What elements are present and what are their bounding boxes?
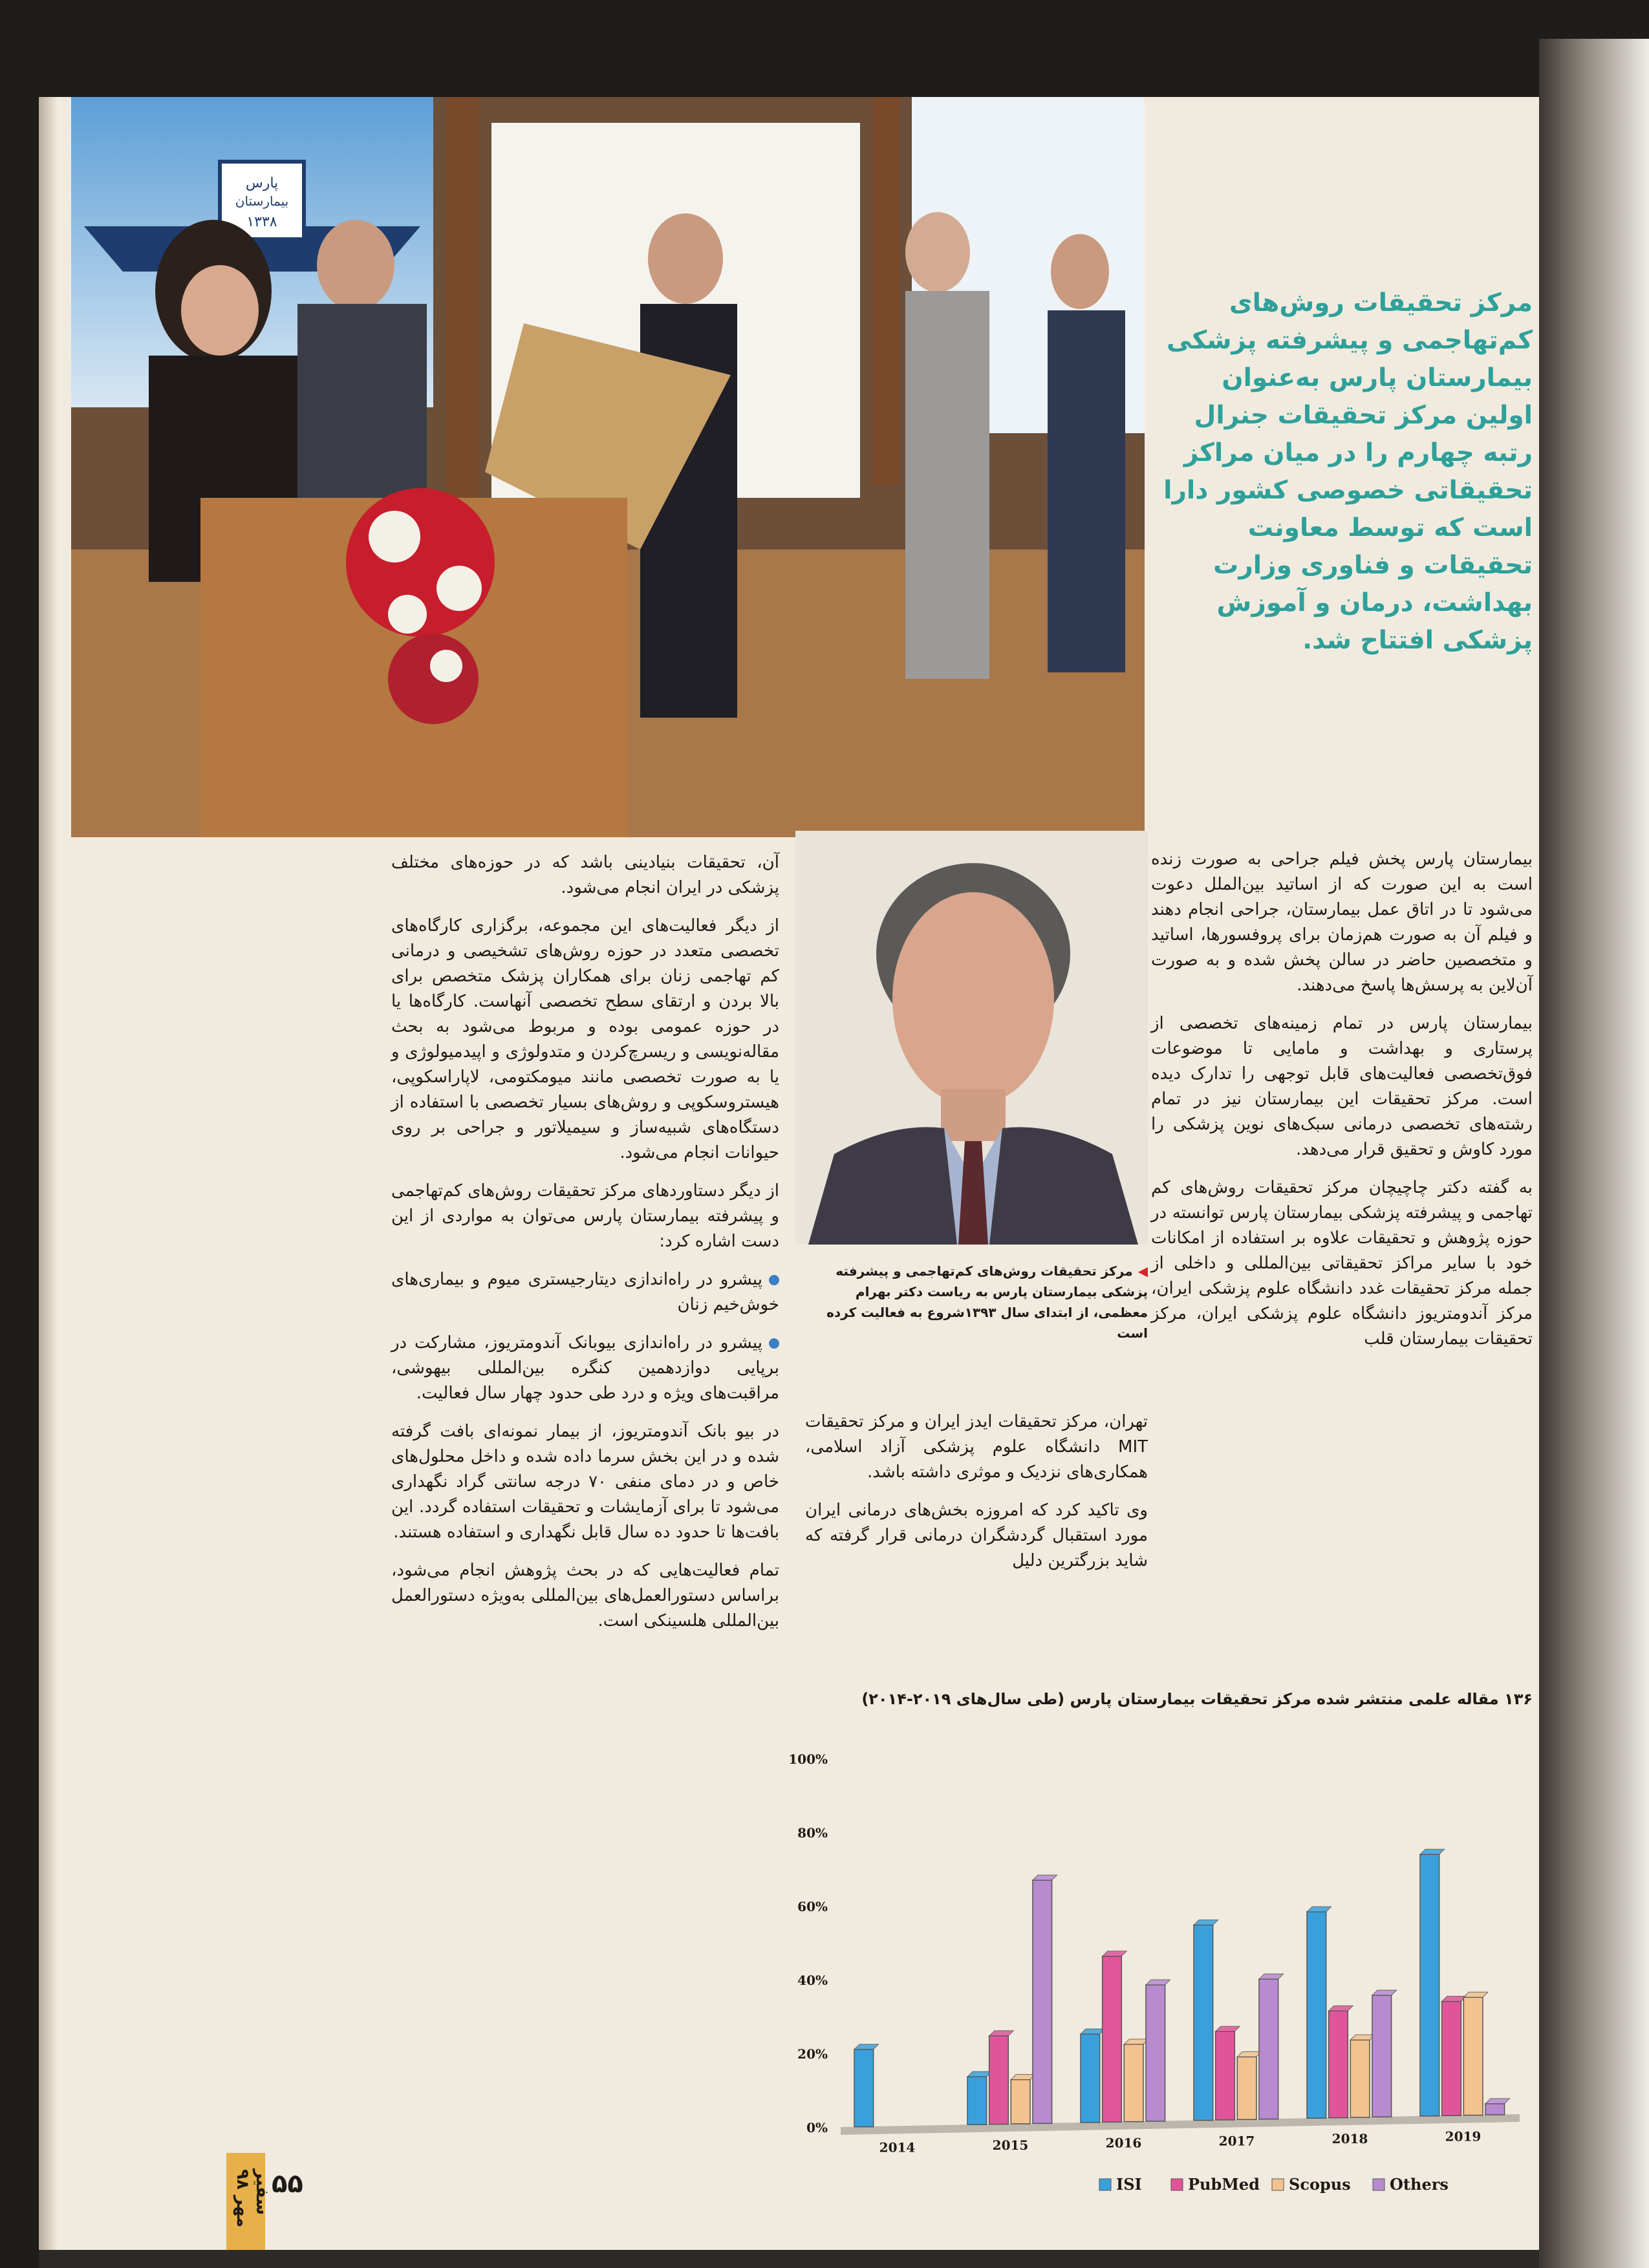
- bar-scopus-2017: [1237, 2057, 1256, 2119]
- left-paragraph-2: از دیگر فعالیت‌های این مجموعه، برگزاری کارگاه‌های تخصصی متعدد در حوزه روش‌های تشخیصی و درمانی کم تهاجمی زنان برای همکاران پزشک متخصص برای بالا بردن و ارتقای سطح تخصصی آنهاست. کارگاه‌ها یا در حوزه عمومی بوده و مربوط می‌شود به بحث مقاله‌نویسی و ریسرچ‌کردن و متدولوژی و اپیدمیولوژی و یا به صورت تخصصی مانند میومکتومی، لاپاراسکوپی، هیستروسکوپی و روش‌های بسیار تخصصی با استفاده از دستگاه‌های شبیه‌ساز و سیمیلاتور و جراحی بر روی حیوانات انجام می‌شود.: [391, 916, 779, 1162]
- right-paragraph-3: به گفته دکتر چاچیچان مرکز تحقیقات روش‌های کم تهاجمی و پیشرفته پزشکی بیمارستان پارس توانسته در حوزه پژوهش و تحقیقات علاوه بر استفاده از امکانات خود با سایر مراکز تحقیقاتی بین‌المللی و داخلی از جمله مرکز تحقیقات غدد دانشگاه علوم پزشکی ایران، مرکز آندومتریوز دانشگاه علوم پزشکی ایران، مرکز تحقیقات بیمارستان قلب: [1151, 1178, 1533, 1349]
- banner-text-3: ۱۳۳۸: [246, 214, 277, 230]
- middle-column: [805, 1409, 1148, 1587]
- bar-top-pubmed-2016: [1103, 1951, 1127, 1956]
- bar-pubmed-2015: [989, 2036, 1009, 2124]
- left-paragraph-1: آن، تحقیقات بنیادینی باشد که در حوزه‌های مختلف پزشکی در ایران انجام می‌شود.: [391, 853, 779, 897]
- ceremony-photo: [71, 97, 1145, 837]
- bar-top-scopus-2019: [1463, 1992, 1488, 1997]
- left-paragraph-3: از دیگر دستاوردهای مرکز تحقیقات روش‌های کم‌تهاجمی و پیشرفته بیمارستان پارس می‌توان به مواردی از این دست اشاره کرد:: [391, 1181, 779, 1251]
- legend-label-scopus: Scopus: [1289, 2175, 1351, 2194]
- bar-others-2018: [1372, 1995, 1392, 2117]
- bar-top-isi-2019: [1420, 1849, 1445, 1854]
- legend-swatch-isi: [1099, 2179, 1111, 2190]
- bar-isi-2017: [1194, 1925, 1213, 2121]
- magazine-page: [39, 97, 1539, 2250]
- middle-paragraph-1: تهران، مرکز تحقیقات ایدز ایران و مرکز تحقیقات MIT دانشگاه علوم پزشکی آزاد اسلامی، همکاری‌های نزدیک و موثری داشته باشد.: [805, 1412, 1148, 1482]
- bar-top-others-2017: [1259, 1974, 1284, 1979]
- y-tick-label: 40%: [797, 1973, 828, 1988]
- legend-label-isi: ISI: [1116, 2175, 1142, 2194]
- y-tick-label: 60%: [797, 1899, 828, 1914]
- legend-swatch-scopus: [1272, 2179, 1284, 2190]
- chart-floor: [841, 2114, 1520, 2135]
- scan-top-border: [0, 0, 1649, 97]
- bullet-text-1: پیشرو در راه‌اندازی دیتارجیستری میوم و بیماری‌های خوش‌خیم زنان: [391, 1270, 779, 1314]
- headline-callout: مرکز تحقیقات روش‌های کم‌تهاجمی و پیشرفته پزشکی بیمارستان پارس به‌عنوان اولین مرکز تحقیقات جنرال رتبه چهارم را در میان مراکز تحقیقاتی خصوصی کشور دارا است که توسط معاونت تحقیقات و فناوری وزارت بهداشت، درمان و آموزش پزشکی افتتاح شد.: [1163, 288, 1533, 655]
- bar-top-others-2018: [1372, 1990, 1397, 1995]
- bullet-icon: [769, 1338, 779, 1349]
- page-edge-shadow: [1539, 39, 1649, 2268]
- portrait-photo: [795, 831, 1148, 1245]
- page-spine: [39, 97, 57, 2250]
- publications-chart: [763, 1739, 1539, 2205]
- x-tick-label: 2016: [1105, 2135, 1142, 2151]
- bar-top-others-2019: [1485, 2099, 1510, 2104]
- banner-text-1: پارس: [245, 175, 279, 191]
- chart-title: ۱۳۶ مقاله علمی منتشر شده مرکز تحقیقات بیمارستان پارس (طی سال‌های ۲۰۱۹-۲۰۱۴): [861, 1690, 1533, 1708]
- right-column: [1151, 847, 1533, 1365]
- bar-top-isi-2017: [1194, 1920, 1218, 1925]
- bar-others-2016: [1146, 1985, 1165, 2121]
- x-tick-label: 2015: [992, 2137, 1029, 2153]
- bar-top-pubmed-2019: [1442, 1996, 1467, 2002]
- bar-scopus-2016: [1124, 2044, 1143, 2122]
- bar-top-isi-2016: [1081, 2029, 1105, 2034]
- y-tick-label: 0%: [806, 2120, 828, 2135]
- bar-top-isi-2015: [967, 2071, 992, 2077]
- legend-label-others: Others: [1390, 2175, 1449, 2194]
- bar-top-pubmed-2015: [989, 2031, 1014, 2036]
- bar-top-scopus-2017: [1237, 2051, 1262, 2057]
- bar-isi-2018: [1307, 1912, 1326, 2118]
- x-tick-label: 2018: [1331, 2131, 1368, 2146]
- y-tick-label: 80%: [797, 1825, 828, 1841]
- bar-top-scopus-2015: [1011, 2075, 1035, 2080]
- caption-marker-icon: ◀: [1137, 1263, 1148, 1279]
- left-closing-2: تمام فعالیت‌هایی که در بحث پژوهش انجام می‌شود، براساس دستورالعمل‌های بین‌المللی به‌ویژه دستورالعمل بین‌المللی هلسینکی است.: [391, 1561, 779, 1631]
- bar-top-others-2016: [1146, 1980, 1170, 1985]
- legend-swatch-pubmed: [1171, 2179, 1183, 2190]
- portrait-caption: [799, 1261, 1148, 1343]
- bar-isi-2014: [854, 2049, 874, 2127]
- bar-others-2019: [1485, 2104, 1505, 2115]
- bar-top-pubmed-2017: [1216, 2026, 1240, 2031]
- legend-label-pubmed: PubMed: [1188, 2175, 1260, 2194]
- middle-paragraph-2: وی تاکید کرد که امروزه بخش‌های درمانی ایران مورد استقبال گردشگران درمانی قرار گرفته که شاید بزرگترین دلیل: [805, 1501, 1148, 1570]
- bar-isi-2019: [1420, 1854, 1439, 2116]
- right-paragraph-2: بیمارستان پارس در تمام زمینه‌های تخصصی از پرستاری و بهداشت و مامایی تا موضوعات فوق‌تخصصی فعالیت‌های قابل توجهی را تدارک دیده است. مرکز تحقیقات این بیمارستان نیز در تمام رشته‌های تخصصی درمانی سبک‌های نوین پزشکی را مورد کاوش و تحقیق قرار می‌دهد.: [1151, 1014, 1533, 1159]
- bullet-text-2: پیشرو در راه‌اندازی بیوبانک آندومتریوز، مشارکت در برپایی دوازدهمین کنگره بین‌المللی بیهوشی، مراقبت‌های ویژه و درد طی حدود چهار سال فعالیت.: [391, 1333, 779, 1403]
- bar-scopus-2018: [1350, 2040, 1370, 2117]
- x-tick-label: 2019: [1445, 2128, 1482, 2145]
- scan-left-border: [0, 0, 39, 2268]
- bar-isi-2016: [1081, 2034, 1100, 2123]
- bar-scopus-2019: [1463, 1997, 1483, 2115]
- bar-top-scopus-2016: [1124, 2039, 1148, 2044]
- bar-top-isi-2014: [854, 2044, 879, 2049]
- bar-top-isi-2018: [1307, 1907, 1331, 1912]
- bar-pubmed-2017: [1216, 2031, 1235, 2120]
- x-tick-label: 2014: [879, 2139, 916, 2156]
- left-closing-1: در بیو بانک آندومتریوز، از بیمار نمونه‌ای بافت گرفته شده و در این بخش سرما داده شده و داخل محلول‌های خاص و در دمای منفی ۷۰ درجه سانتی گراد نگهداری می‌شود تا برای آزمایشات و تحقیقات استفاده گردد. این بافت‌ها تا حدود ده سال قابل نگهداری و استفاده هستند.: [391, 1422, 779, 1542]
- x-tick-label: 2017: [1218, 2133, 1255, 2149]
- caption-text: مرکز تحقیقات روش‌های کم‌تهاجمی و پیشرفته پزشکی بیمارستان پارس به ریاست دکتر بهرام معظمی، از ابتدای سال ۱۳۹۳شروع به فعالیت کرده است: [826, 1263, 1148, 1341]
- left-column: [391, 850, 779, 1647]
- right-paragraph-1: بیمارستان پارس پخش فیلم جراحی به صورت زنده است به این صورت که از اساتید بین‌الملل دعوت می‌شود تا در اتاق عمل بیمارستان، جراحی انجام دهند و فیلم آن به صورت هم‌زمان برای پروفسورها، اساتید و متخصصین حاضر در سالن پخش شده و به صورت آن‌لاین به پرسش‌ها پاسخ می‌دهند.: [1151, 850, 1533, 995]
- page-number: ۵۵: [272, 2169, 303, 2199]
- left-bullet-2: [391, 1331, 779, 1406]
- footer-label: سفیر مهر ۹۸: [233, 2169, 272, 2228]
- bullet-icon: [769, 1275, 779, 1285]
- bar-others-2017: [1259, 1979, 1278, 2119]
- legend-swatch-others: [1373, 2179, 1385, 2190]
- bar-isi-2015: [967, 2077, 987, 2124]
- bar-top-scopus-2018: [1350, 2035, 1375, 2040]
- bar-top-others-2015: [1033, 1875, 1057, 1880]
- bar-others-2015: [1033, 1880, 1052, 2123]
- bar-pubmed-2019: [1442, 2002, 1461, 2116]
- bar-scopus-2015: [1011, 2080, 1030, 2124]
- banner-text-2: بیمارستان: [235, 193, 289, 209]
- bar-pubmed-2016: [1103, 1956, 1122, 2123]
- y-tick-label: 20%: [797, 2046, 828, 2062]
- bar-pubmed-2018: [1329, 2011, 1348, 2117]
- publications-chart-svg: [763, 1739, 1539, 2205]
- y-tick-label: 100%: [788, 1751, 828, 1767]
- bar-top-pubmed-2018: [1329, 2006, 1353, 2011]
- left-bullet-1: [391, 1267, 779, 1318]
